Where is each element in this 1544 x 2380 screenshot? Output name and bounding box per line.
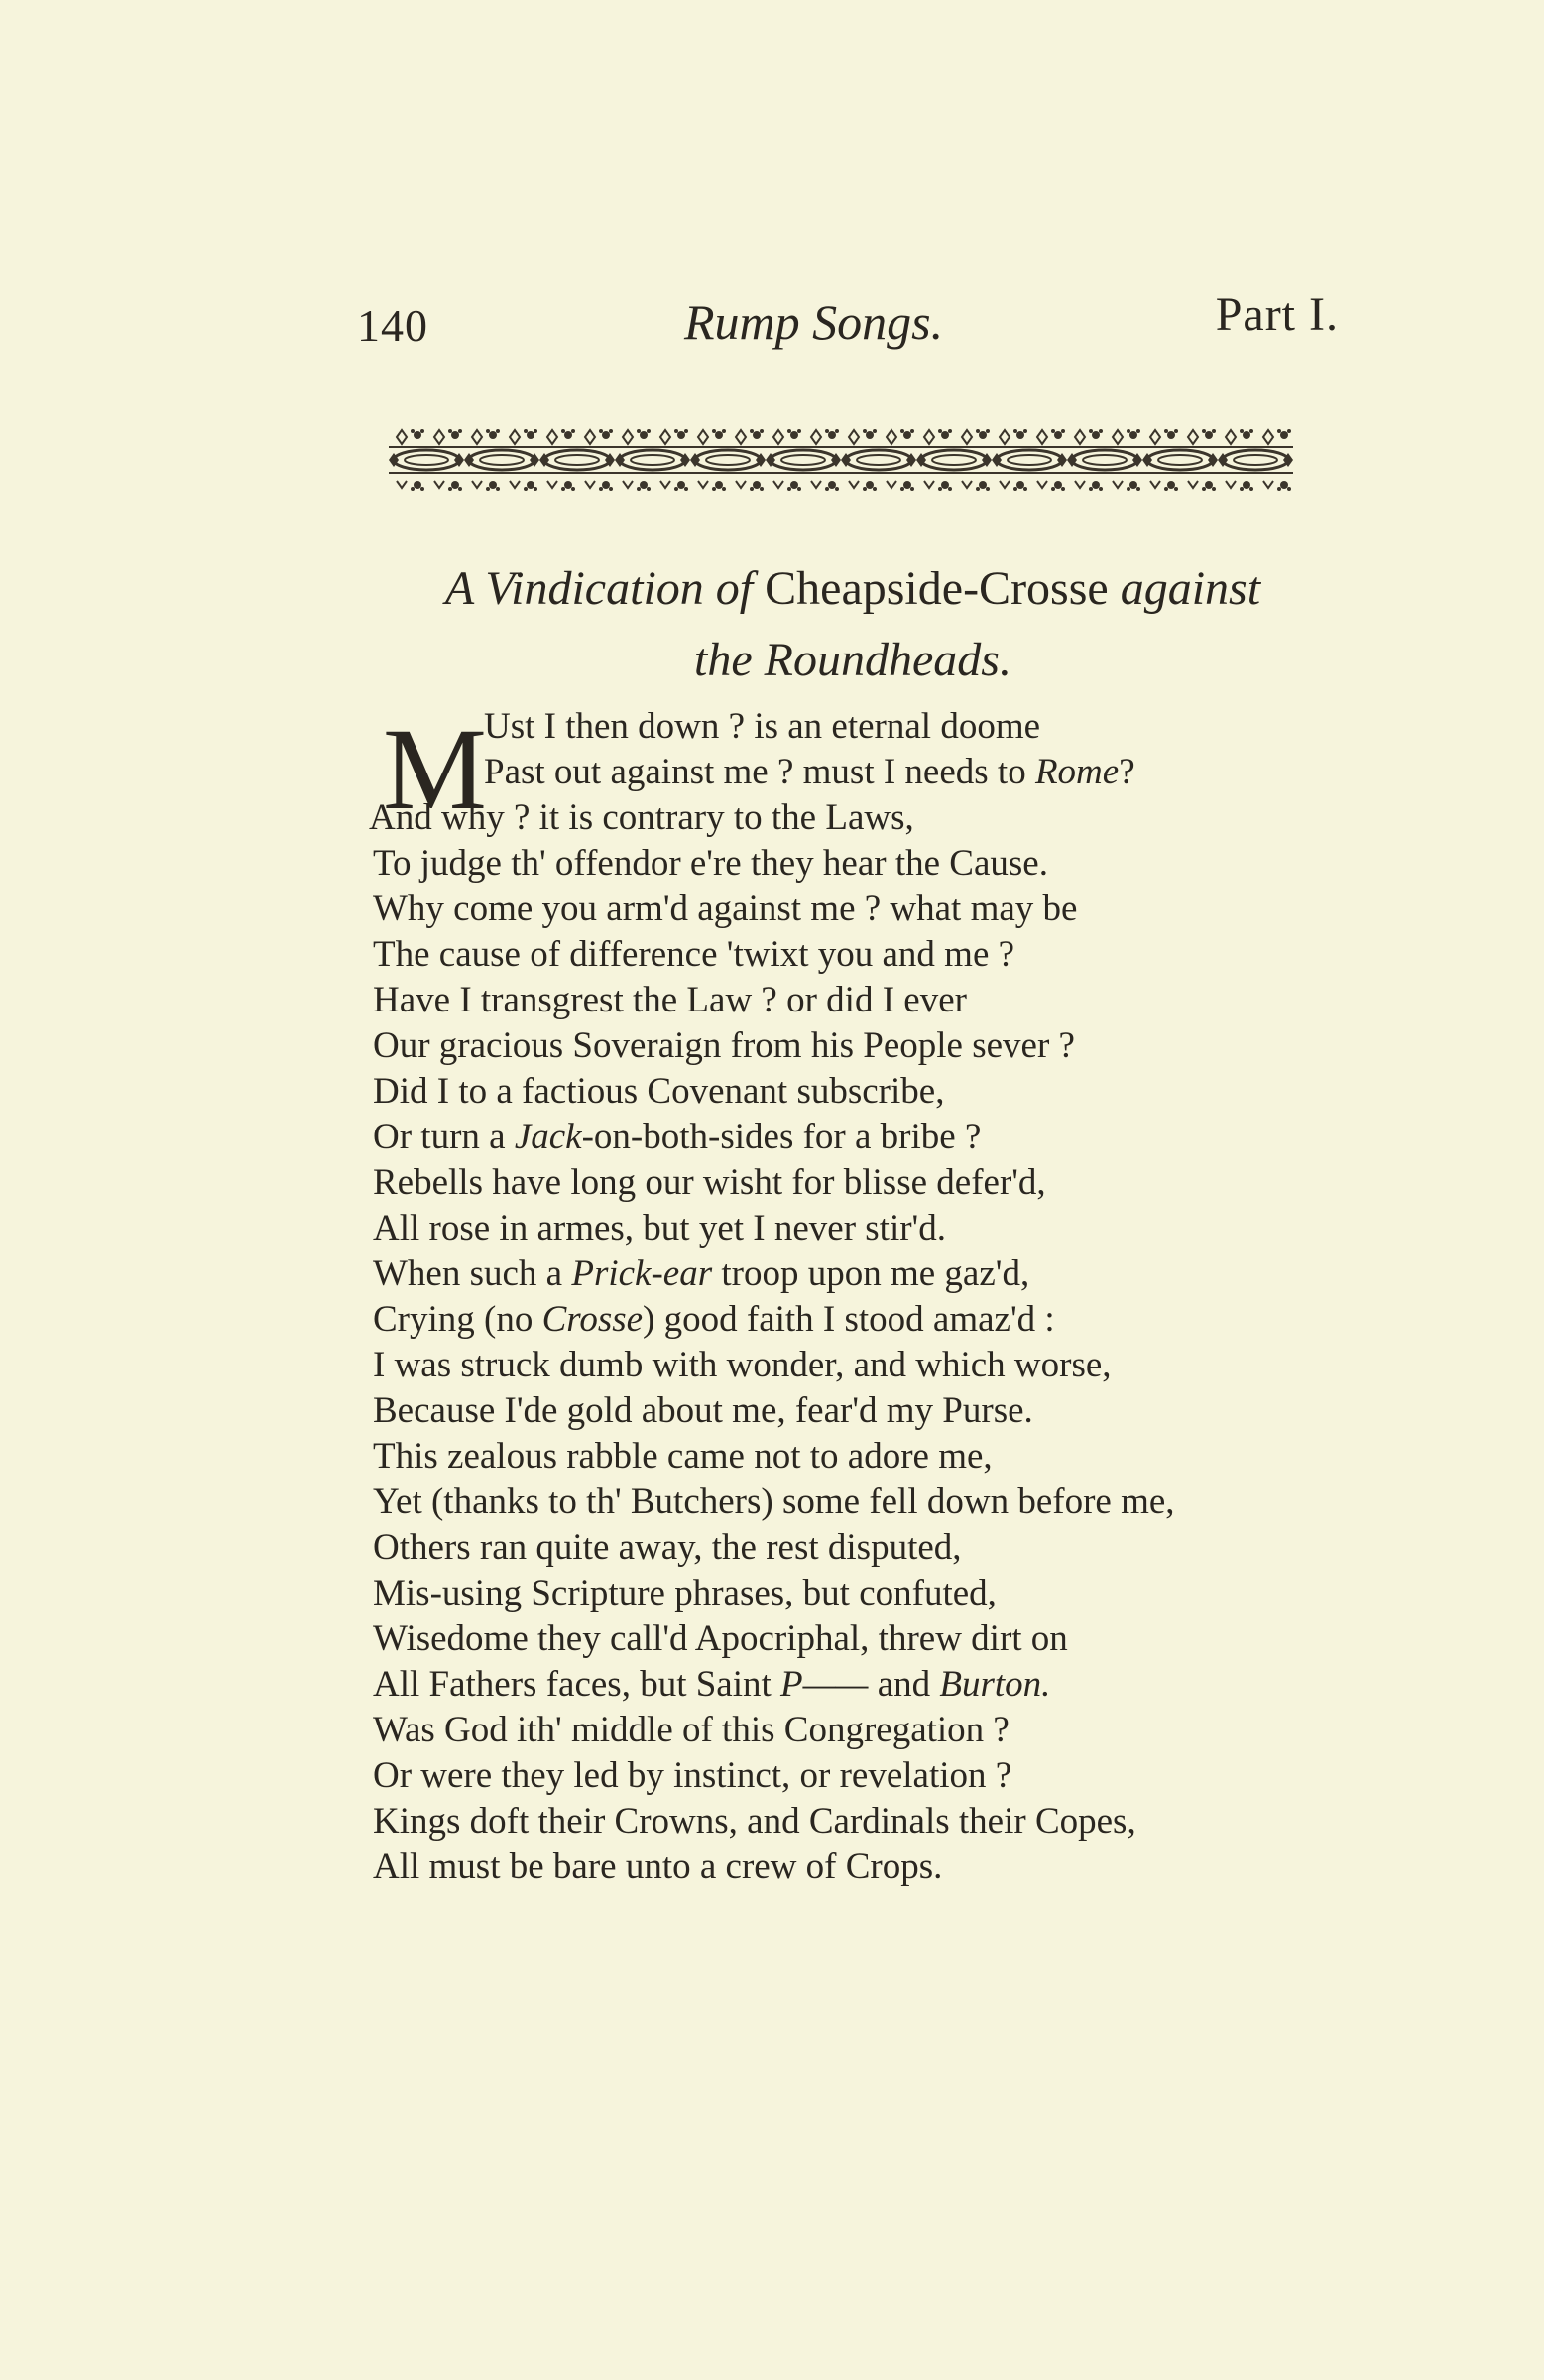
running-title: Rump Songs. [684,295,944,350]
line-text: Was God ith' middle of this Congregation ? [373,1710,1010,1750]
poem-line [373,932,1014,978]
line-italic: Rome [1034,752,1120,792]
poem-line [373,1480,1175,1525]
line-text: This zealous rabble came not to adore me, [373,1436,993,1477]
poem-line [373,1115,981,1160]
title-roman: Cheapside-Crosse [765,562,1109,615]
line-text: I was struck dumb with wonder, and which worse, [373,1345,1112,1385]
line-text: ? [1119,752,1135,792]
page-number: 140 [357,300,428,351]
poem-line [369,795,914,841]
poem-line [373,978,967,1023]
poem-line [373,1343,1112,1388]
line-text: Yet (thanks to th' Butchers) some fell down before me, [373,1482,1175,1522]
decorative-headpiece [389,421,1293,499]
line-text: troop upon me gaz'd, [712,1253,1030,1294]
line-text: -on-both-sides for a bribe ? [581,1117,982,1157]
line-text: Our gracious Soveraign from his People sever ? [373,1025,1075,1066]
poem-line [373,1844,942,1890]
poem-line [373,1160,1046,1206]
line-text: Others ran quite away, the rest disputed, [373,1527,962,1568]
drop-cap: M [383,704,487,834]
line-text: Why come you arm'd against me ? what may be [373,889,1078,929]
poem-line [373,1297,1055,1343]
line-text: ) good faith I stood amaz'd : [643,1299,1055,1340]
line-text: and [868,1664,940,1705]
line-text: Did I to a factious Covenant subscribe, [373,1071,945,1112]
poem-line [373,1616,1068,1662]
poem-line [373,1023,1075,1069]
line-text: Or were they led by instinct, or revelation ? [373,1755,1012,1796]
line-text: All Fathers faces, but Saint [373,1664,781,1705]
line-italic: Crosse [541,1299,644,1340]
line-text: And why ? it is contrary to the Laws, [369,797,914,838]
line-text: Crying (no [373,1299,542,1340]
poem-line [373,1753,1011,1799]
line-italic: Prick-ear [571,1253,713,1294]
line-text: Rebells have long our wisht for blisse defer'd, [373,1162,1046,1203]
poem-line [373,1799,1136,1844]
line-text: All must be bare unto a crew of Crops. [373,1846,943,1887]
poem-line [373,1662,1050,1708]
poem-line [373,887,1077,932]
title-italic-a: A Vindication of [444,562,754,615]
title-line-2: the Roundheads. [694,634,1011,686]
line-text: All rose in armes, but yet I never stir'd. [373,1208,946,1249]
line-text: Have I transgrest the Law ? or did I ever [373,980,967,1020]
line-text: The cause of difference 'twixt you and me ? [373,934,1015,975]
poem-line [484,750,1135,795]
line-text: Because I'de gold about me, fear'd my Purse. [373,1390,1033,1431]
poem-line [373,1206,946,1251]
part-label: Part I. [1215,289,1339,341]
line-text: Mis-using Scripture phrases, but confuted, [373,1573,997,1613]
line-text: To judge th' offendor e're they hear the Cause. [373,843,1048,884]
running-head [357,288,1339,367]
poem-line [373,1069,944,1115]
line-italic: P—— [780,1664,869,1705]
poem-line [373,841,1048,887]
line-text: Wisedome they call'd Apocriphal, threw dirt on [373,1618,1068,1659]
poem-line [373,1525,962,1571]
line-italic: Jack [514,1117,582,1157]
poem-line [373,1388,1033,1434]
title-line-1 [377,553,1329,625]
poem-line [373,1251,1029,1297]
title-italic-b: against [1120,562,1261,615]
poem-line [373,1434,993,1480]
line-text: Ust I then down ? is an eternal doome [484,706,1041,747]
poem-line [373,1571,997,1616]
line-text: Or turn a [373,1117,515,1157]
poem-line [373,1708,1010,1753]
line-text: Kings doft their Crowns, and Cardinals their Copes, [373,1801,1136,1842]
line-italic: Burton. [939,1664,1051,1705]
poem-title [377,553,1329,696]
line-text: Past out against me ? must I needs to [484,752,1035,792]
poem-line [484,704,1040,750]
line-text: When such a [373,1253,572,1294]
